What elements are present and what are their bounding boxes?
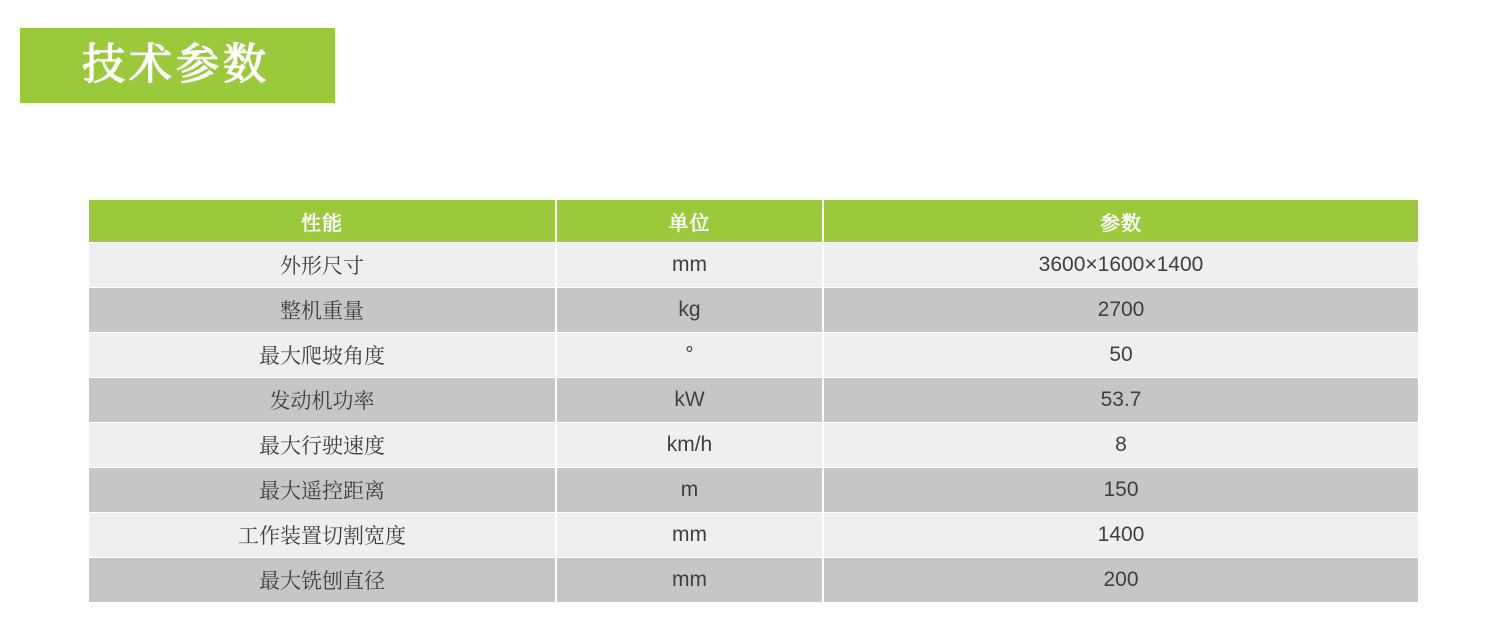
cell-unit: mm <box>557 558 822 602</box>
cell-performance: 整机重量 <box>89 288 555 332</box>
cell-unit: km/h <box>557 423 822 467</box>
cell-performance: 最大铣刨直径 <box>89 558 555 602</box>
table-row <box>89 333 1418 377</box>
cell-unit: kg <box>557 288 822 332</box>
cell-value: 2700 <box>824 288 1418 332</box>
cell-value: 150 <box>824 468 1418 512</box>
cell-value: 200 <box>824 558 1418 602</box>
table-header-row <box>89 200 1418 242</box>
cell-performance: 工作装置切割宽度 <box>89 513 555 557</box>
cell-value: 53.7 <box>824 378 1418 422</box>
cell-value: 8 <box>824 423 1418 467</box>
cell-value: 1400 <box>824 513 1418 557</box>
table-row <box>89 378 1418 422</box>
page-title: 技术参数 <box>82 41 270 89</box>
cell-performance: 最大爬坡角度 <box>89 333 555 377</box>
cell-unit: mm <box>557 513 822 557</box>
table-row <box>89 243 1418 287</box>
technical-specifications-table <box>87 199 1420 603</box>
cell-performance: 最大行驶速度 <box>89 423 555 467</box>
table-row <box>89 513 1418 557</box>
table-row <box>89 558 1418 602</box>
cell-value: 3600×1600×1400 <box>824 243 1418 287</box>
table-row <box>89 423 1418 467</box>
cell-unit: m <box>557 468 822 512</box>
column-header-value: 参数 <box>824 200 1418 242</box>
column-header-performance: 性能 <box>89 200 555 242</box>
cell-performance: 发动机功率 <box>89 378 555 422</box>
column-header-unit: 单位 <box>557 200 822 242</box>
cell-unit: mm <box>557 243 822 287</box>
cell-unit: kW <box>557 378 822 422</box>
cell-performance: 最大遥控距离 <box>89 468 555 512</box>
table-row <box>89 468 1418 512</box>
cell-performance: 外形尺寸 <box>89 243 555 287</box>
table-row <box>89 288 1418 332</box>
section-title-banner <box>20 28 335 103</box>
table-header <box>89 200 1418 242</box>
cell-unit: ° <box>557 333 822 377</box>
table-body <box>89 243 1418 602</box>
cell-value: 50 <box>824 333 1418 377</box>
